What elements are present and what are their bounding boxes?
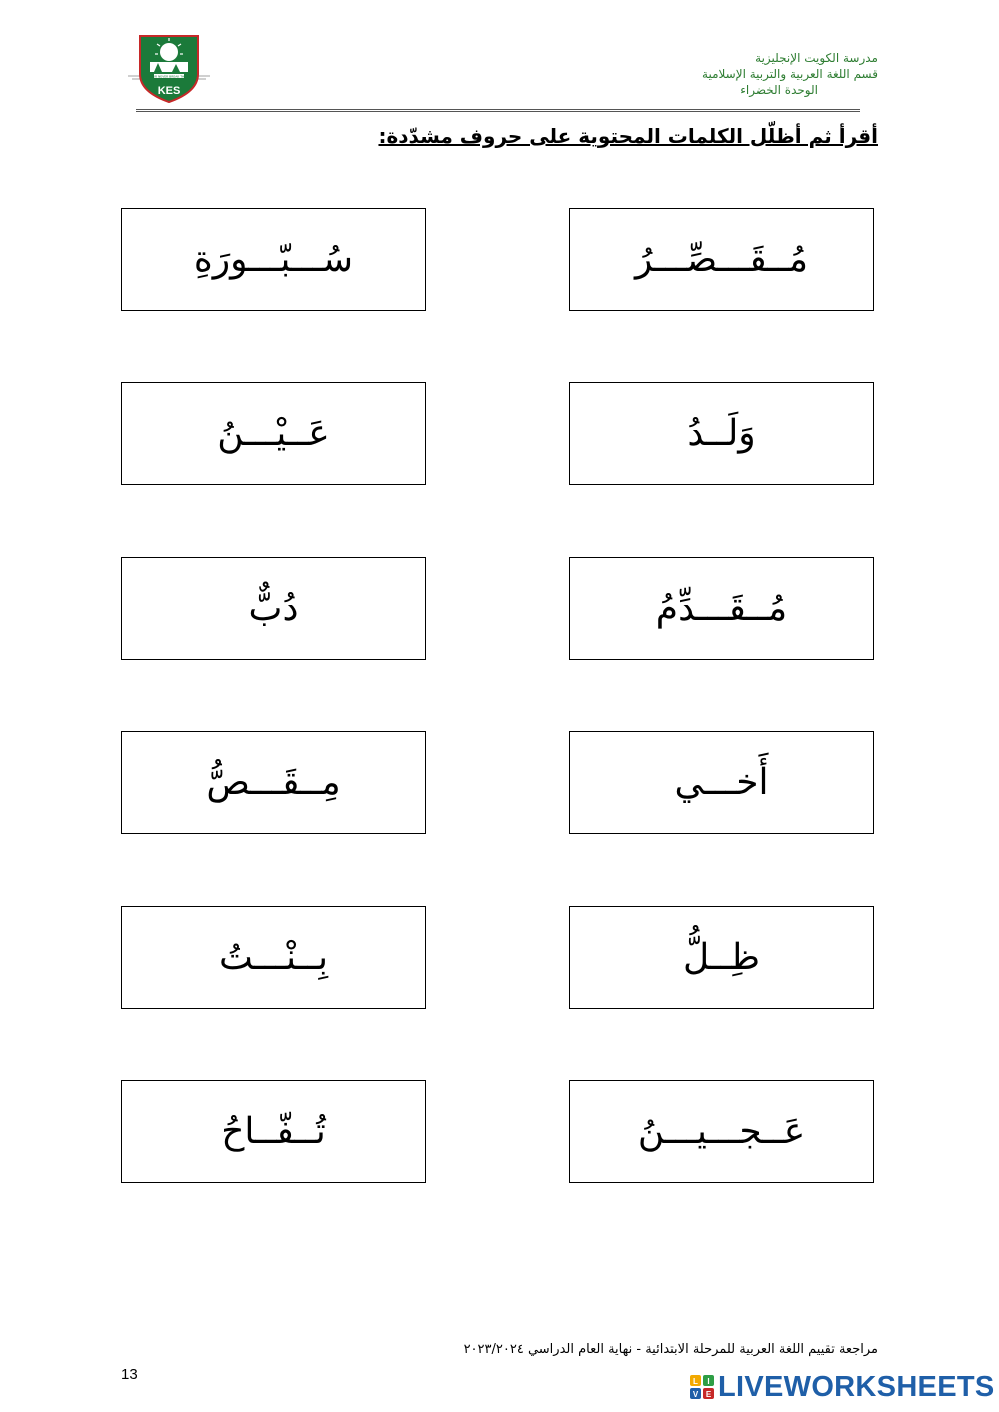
word-card[interactable] — [569, 731, 874, 834]
school-logo — [128, 32, 210, 104]
svg-text:THE FUR NEVER BREAK THE LINE: THE FUR NEVER BREAK THE LINE — [144, 74, 194, 79]
svg-text:V: V — [692, 1390, 699, 1399]
word-label: سُـــبّـــورَةِ — [193, 239, 354, 280]
instruction-title: أقرأ ثم أظلّل الكلمات المحتوية على حروف مشدّدة: — [378, 124, 878, 148]
word-card[interactable] — [121, 557, 426, 660]
word-card[interactable] — [569, 382, 874, 485]
word-label: عَــيْـــنُ — [217, 413, 330, 454]
word-label: مِــقَـــصُّ — [206, 762, 341, 803]
liveworksheets-logo-icon — [690, 1375, 714, 1399]
word-card[interactable] — [569, 208, 874, 311]
school-name: مدرسة الكويت الإنجليزية — [755, 51, 878, 65]
word-label: مُــقَـــصِّـــرُ — [635, 239, 808, 280]
unit-name: الوحدة الخضراء — [740, 83, 818, 97]
footer-review-title: مراجعة تقييم اللغة العربية للمرحلة الابتدائية - نهاية العام الدراسي ٢٠٢٣/٢٠٢٤ — [463, 1342, 878, 1357]
word-label: تُــفّــاحُ — [221, 1111, 326, 1152]
word-card[interactable] — [121, 382, 426, 485]
word-card[interactable] — [569, 906, 874, 1009]
word-card[interactable] — [121, 731, 426, 834]
word-label: وَلَــدُ — [687, 413, 756, 454]
word-card[interactable] — [569, 1080, 874, 1183]
liveworksheets-brand[interactable] — [690, 1370, 995, 1404]
word-label: ظِــلُّ — [683, 937, 761, 978]
word-card[interactable] — [121, 1080, 426, 1183]
word-label: أَخـــي — [674, 762, 769, 803]
page-number: 13 — [121, 1366, 138, 1383]
department-name: قسم اللغة العربية والتربية الإسلامية — [702, 67, 878, 81]
word-label: عَــجـــيـــنُ — [637, 1111, 806, 1152]
logo-text: KES — [157, 85, 181, 97]
brand-name: LIVEWORKSHEETS — [718, 1370, 995, 1403]
svg-text:E: E — [705, 1390, 712, 1399]
school-header — [518, 50, 878, 98]
word-label: دُبٌّ — [248, 588, 299, 629]
header-divider — [136, 109, 860, 112]
word-label: مُــقَـــدِّمُ — [655, 588, 788, 629]
word-card[interactable] — [121, 906, 426, 1009]
svg-text:L: L — [693, 1377, 698, 1386]
svg-text:I: I — [707, 1377, 710, 1386]
word-label: بِــنْـــتُ — [219, 937, 328, 978]
word-card[interactable] — [569, 557, 874, 660]
word-card[interactable] — [121, 208, 426, 311]
